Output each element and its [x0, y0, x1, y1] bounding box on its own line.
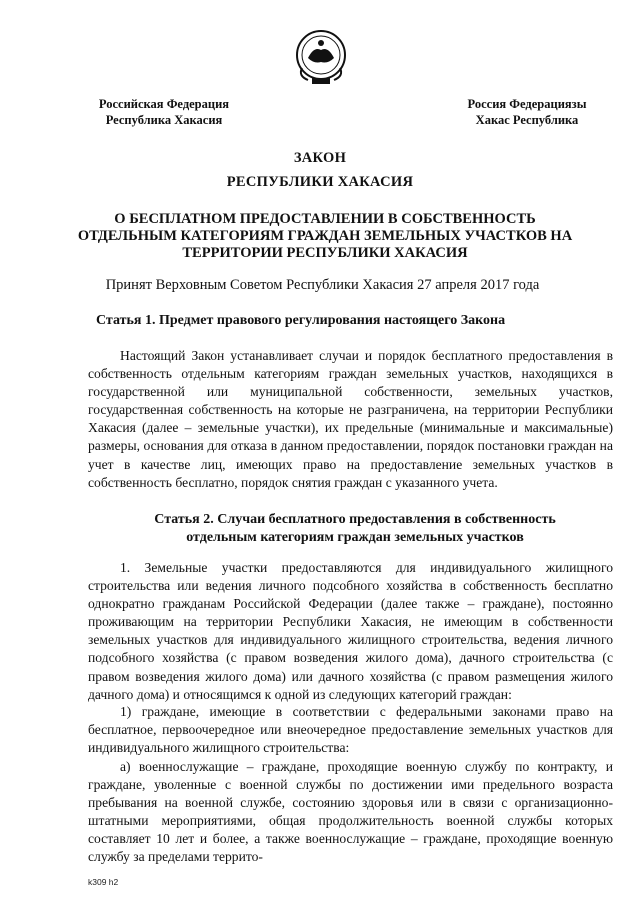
- header-left: [84, 96, 244, 128]
- document-type-title: ЗАКОН: [293, 150, 347, 166]
- article-2-point-1: 1. Земельные участки предоставляются для индивидуального жилищного строительства или ведения личного подсобного хозяйства в собственность бесплатно однократно гражданам Российской Федерации (далее также – граждане), постоянно проживающим на территории Республики Хакасия, не имеющим в собственности земельных участков для индивидуального жилищного строительства, ведения личного подсобного хозяйства (с правом возведения жилого дома), дачного строительства (с правом возведения жилого дома) или дачного хозяйства (с правом размещения жилого дачного дома) и относящимся к одной из следующих категорий граждан:: [88, 560, 613, 702]
- header-left-country: Российская Федерация: [98, 97, 230, 111]
- law-subject-heading: О БЕСПЛАТНОМ ПРЕДОСТАВЛЕНИИ В СОБСТВЕННОСТЬ ОТДЕЛЬНЫМ КАТЕГОРИЯМ ГРАЖДАН ЗЕМЕЛЬНЫХ УЧАСТКОВ НА ТЕРРИТОРИИ РЕСПУБЛИКИ ХАКАСИЯ: [77, 211, 573, 261]
- header-right-republic: Хакас Республика: [475, 113, 579, 127]
- article-2-subpoint-1: 1) граждане, имеющие в соответствии с федеральными законами право на бесплатное, первоочередное или внеочередное предоставление земельных участков для индивидуального жилищного строительства:: [88, 704, 613, 756]
- adoption-line: Принят Верховным Советом Республики Хакасия 27 апреля 2017 года: [105, 277, 540, 293]
- header-right: [452, 96, 602, 128]
- document-code: k309 h2: [88, 877, 119, 887]
- header-right-country: Россия Федерациязы: [467, 97, 587, 111]
- article-2-heading: Статья 2. Случаи бесплатного предоставления в собственность отдельным категориям граждан земельных участков: [154, 512, 556, 545]
- coat-of-arms-emblem: [294, 28, 348, 88]
- header-left-republic: Республика Хакасия: [105, 113, 223, 127]
- document-issuer-title: РЕСПУБЛИКИ ХАКАСИЯ: [226, 174, 414, 190]
- article-1-text: Настоящий Закон устанавливает случаи и порядок бесплатного предоставления в собственность отдельным категориям граждан земельных участков, находящихся в государственной или муниципальной собственности, земельных участков, государственная собственность на которые не разграничена, на территории Республики Хакасия (далее – земельные участки), их предельные (минимальные и максимальные) размеры, основания для отказа в данном предоставлении, порядок постановки граждан на учет в качестве лиц, имеющих право на предоставление земельных участков в собственность бесплатно, порядок снятия граждан с указанного учета.: [88, 348, 613, 490]
- article-1-heading: Статья 1. Предмет правового регулирования настоящего Закона: [96, 313, 506, 328]
- article-2-subpoint-a: а) военнослужащие – граждане, проходящие военную службу по контракту, и граждане, уволенные с военной службы по достижении ими предельного возраста пребывания на военной службе, состоянию здоровья или в связи с организационно-штатными мероприятиями, общая продолжительность военной службы которых составляет 10 лет и более, а также военнослужащие – граждане, проходящие военную службу за пределами террито-: [88, 759, 613, 865]
